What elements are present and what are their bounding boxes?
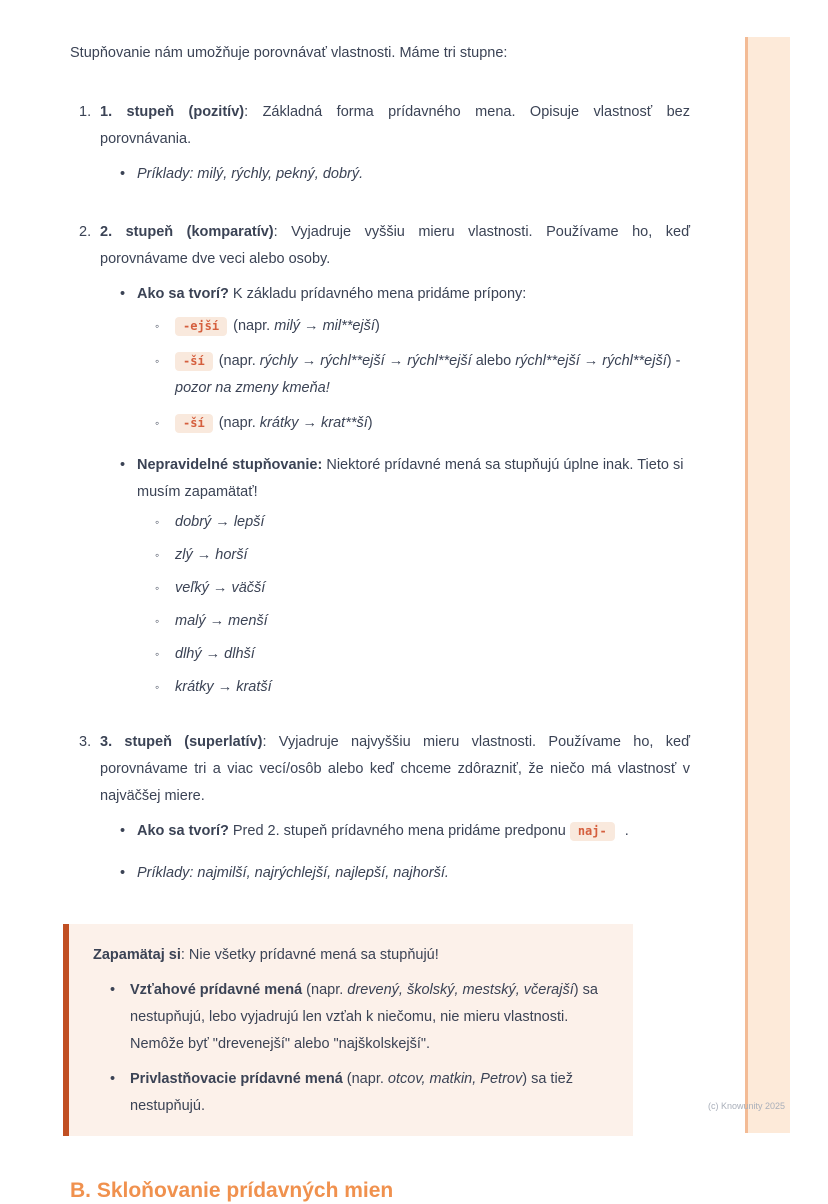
example-prefix: (napr. (218, 353, 260, 369)
suffix-example (175, 353, 680, 396)
callout-bullet-pre: (napr. (302, 982, 348, 998)
suffix-badge: -ší (175, 414, 213, 433)
list-item-pozitiv (79, 99, 690, 203)
callout-bullet (93, 977, 609, 1058)
irregular-label: Nepravidelné stupňovanie: (137, 457, 323, 473)
item-text: : Vyjadruje najvyššiu mieru vlastnosti. Používame ho, keď porovnávame tri a viac vecí/osôb alebo keď chceme zdôrazniť, že niečo má vlastnosť v najväčšej miere. (100, 734, 690, 804)
how-text: Pred 2. stupeň prídavného mena pridáme predponu (228, 823, 566, 839)
list-number: 3. (79, 734, 92, 750)
suffix-row (137, 313, 690, 340)
item-lead: 2. stupeň (komparatív) (100, 224, 274, 240)
section-heading: B. Skloňovanie prídavných mien (70, 1179, 394, 1202)
page-edge-stripe (745, 37, 790, 1133)
numbered-list (79, 99, 690, 902)
item-paragraph (100, 219, 690, 273)
example-note: pozor na zmeny kmeňa! (175, 380, 330, 396)
irregular-text: Niektoré prídavné mená sa stupňujú úplne inak. Tieto si musím zapamätať! (137, 457, 684, 500)
example-italic: rýchl**ejší → rýchl**ejší (515, 353, 667, 369)
example-suffix: ) (367, 415, 373, 431)
item-paragraph (100, 99, 690, 153)
example-prefix: (napr. (233, 318, 275, 334)
callout-bullet-italic: drevený, školský, mestský, včerajší (347, 982, 574, 998)
pair-text: veľký → väčší (175, 580, 266, 596)
list-item-komparativ (79, 219, 690, 713)
suffix-badge: -ejší (175, 317, 227, 336)
irregular-pairs-list (137, 511, 690, 698)
irregular-bullet (100, 452, 690, 698)
how-label: Ako sa tvorí? (137, 286, 229, 302)
item-lead: 1. stupeň (pozitív) (100, 104, 245, 120)
list-number: 2. (79, 224, 92, 240)
pair-row (137, 511, 690, 533)
example-suffix: ) - (666, 353, 681, 369)
callout-title-bold: Zapamätaj si (93, 947, 181, 963)
example-bullet (100, 860, 690, 887)
callout-bullet-text: ) sa nestupňujú, lebo vyjadrujú len vzťah k niečomu, nie mieru vlastnosti. Nemôže byť "drevenejší" alebo "najškolskejší". (130, 982, 598, 1052)
how-bullet (100, 281, 690, 437)
item-text: : Vyjadruje vyššiu mieru vlastnosti. Používame ho, keď porovnávame dve veci alebo osoby. (100, 224, 690, 267)
callout-bullet-italic: otcov, matkin, Petrov (387, 1071, 523, 1087)
example-italic: krátky → krat**ší (259, 415, 368, 431)
list-item-body (100, 729, 690, 902)
callout-bullet-lead: Vzťahové prídavné mená (130, 982, 303, 998)
prefix-badge: naj- (570, 822, 615, 841)
example-bullet (100, 161, 690, 188)
example-text: Príklady: najmilší, najrýchlejší, najlepší, najhorší. (137, 865, 449, 881)
pair-row (137, 676, 690, 698)
callout-title-text: : Nie všetky prídavné mená sa stupňujú! (180, 947, 439, 963)
example-mid: alebo (471, 353, 516, 369)
bullet-list (100, 281, 690, 698)
callout-bullet (93, 1066, 609, 1120)
how-suffix: . (620, 823, 629, 839)
list-number: 1. (79, 104, 92, 120)
example-text: Príklady: milý, rýchly, pekný, dobrý. (137, 166, 364, 182)
suffix-list (137, 313, 690, 437)
example-prefix: (napr. (218, 415, 260, 431)
pair-row (137, 544, 690, 566)
example-italic: rýchly → rýchl**ejší → rýchl**ejší (259, 353, 472, 369)
pair-text: dlhý → dlhší (175, 646, 255, 662)
item-text: : Základná forma prídavného mena. Opisuje vlastnosť bez porovnávania. (100, 104, 690, 147)
suffix-example (233, 318, 380, 334)
suffix-row (137, 348, 690, 402)
callout-box (63, 924, 633, 1136)
bullet-list (100, 161, 690, 188)
pair-row (137, 577, 690, 599)
how-label: Ako sa tvorí? (137, 823, 229, 839)
suffix-row (137, 410, 690, 437)
how-line (137, 281, 690, 308)
irregular-line (137, 452, 690, 506)
document-content (70, 40, 690, 1204)
example-suffix: ) (374, 318, 380, 334)
callout-list (93, 977, 609, 1120)
suffix-example (219, 415, 373, 431)
item-lead: 3. stupeň (superlatív) (100, 734, 263, 750)
pair-row (137, 643, 690, 665)
list-item-body (100, 99, 690, 203)
callout-bullet-pre: (napr. (342, 1071, 388, 1087)
intro-paragraph: Stupňovanie nám umožňuje porovnávať vlastnosti. Máme tri stupne: (70, 45, 508, 61)
how-text: K základu prídavného mena pridáme prípony: (228, 286, 527, 302)
callout-bullet-text: ) sa tiež nestupňujú. (130, 1071, 573, 1114)
copyright-footer: (c) Knowunity 2025 (707, 1101, 785, 1111)
pair-text: krátky → kratší (175, 679, 272, 695)
bullet-list (100, 818, 690, 887)
pair-text: zlý → horší (175, 547, 248, 563)
callout-bullet-lead: Privlastňovacie prídavné mená (130, 1071, 343, 1087)
item-paragraph (100, 729, 690, 810)
list-item-superlativ (79, 729, 690, 902)
pair-text: dobrý → lepší (175, 514, 265, 530)
pair-row (137, 610, 690, 632)
callout-title (93, 942, 609, 969)
pair-text: malý → menší (175, 613, 268, 629)
example-italic: milý → mil**ejší (274, 318, 375, 334)
suffix-badge: -ší (175, 352, 213, 371)
how-bullet (100, 818, 690, 845)
list-item-body (100, 219, 690, 713)
